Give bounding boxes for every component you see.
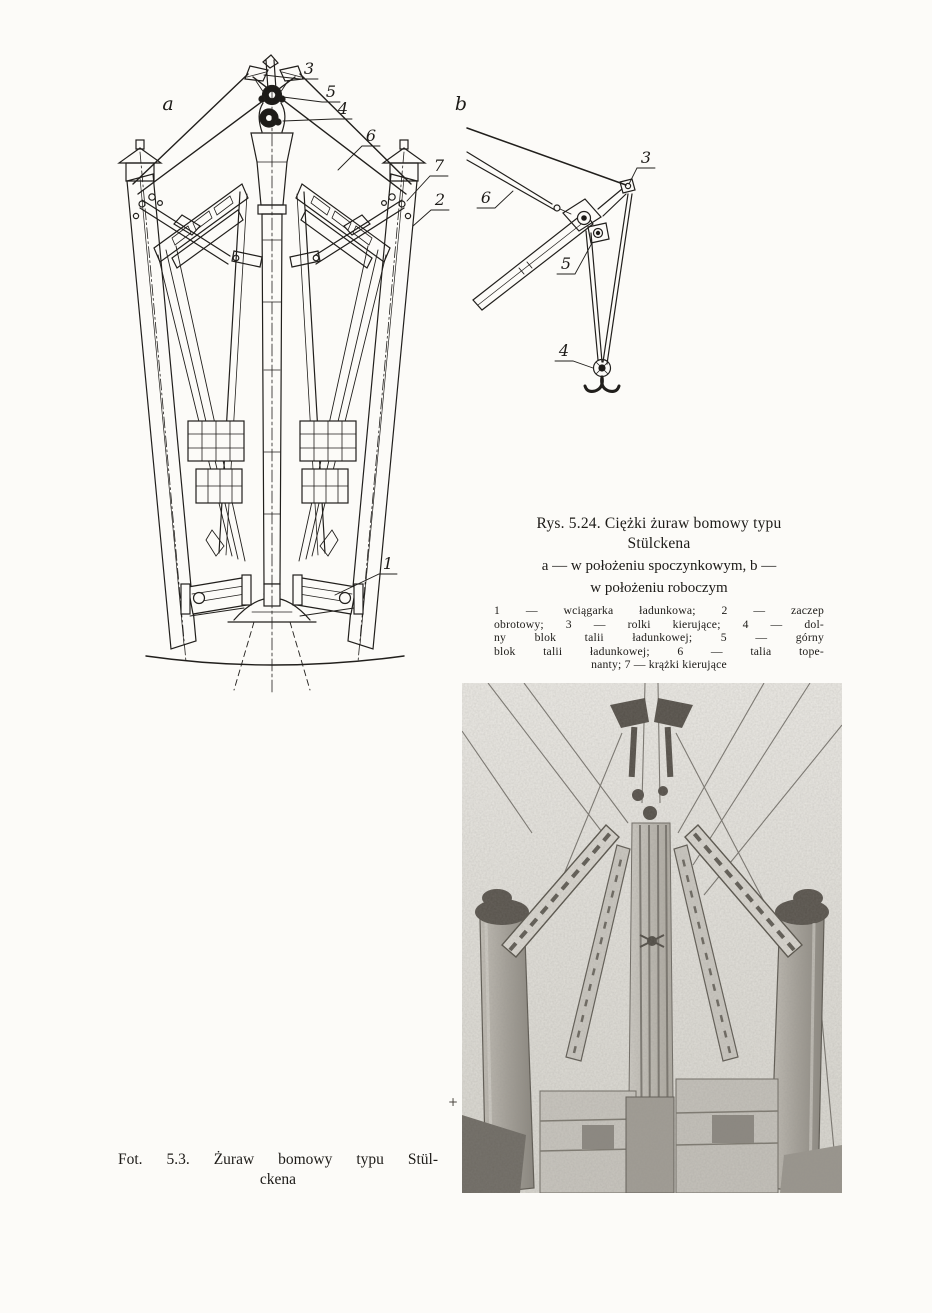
caption-rys-title-line2: Stülckena: [627, 535, 691, 552]
fig-b-boom: [473, 179, 635, 310]
callout-a-5: 5: [325, 82, 337, 101]
caption-rys-title-line1: Rys. 5.24. Ciężki żuraw bomowy typu: [536, 515, 782, 532]
legend-line: 1 — wciągarka ładunkowa; 2 — zaczep: [494, 604, 824, 617]
caption-fot-line1: Fot. 5.3. Żuraw bomowy typu Stül-: [118, 1151, 438, 1168]
callout-b-4: 4: [558, 341, 570, 360]
legend-line: obrotowy; 3 — rolki kierujące; 4 — dol-: [494, 617, 824, 631]
registration-mark: +: [448, 1095, 459, 1109]
callout-a-1: 1: [382, 554, 394, 573]
callout-b-6: 6: [480, 188, 492, 207]
caption-fot-line2: ckena: [259, 1171, 297, 1188]
callout-a-6: 6: [365, 126, 377, 145]
legend-line: nanty; 7 — krążki kierujące: [591, 658, 727, 672]
callout-b-3: 3: [640, 148, 652, 167]
caption-rys-sub-line1: a — w położeniu spoczynkowym, b —: [541, 558, 777, 574]
callout-a-3: 3: [303, 59, 315, 78]
caption-rys-sub-line2: w położeniu roboczym: [590, 580, 728, 596]
caption-rys-5-24: [494, 514, 824, 672]
callout-b-5: 5: [560, 254, 572, 273]
callout-a-4: 4: [337, 99, 349, 118]
fig-a-label: a: [162, 93, 174, 115]
callout-a-2: 2: [434, 190, 446, 209]
legend-line: blok talii ładunkowej; 6 — talia tope-: [494, 644, 824, 658]
caption-fot-5-3: [118, 1150, 438, 1190]
fig-a-callout-leaders: [264, 75, 449, 595]
fig-b-label: b: [454, 93, 468, 115]
photo-image: [462, 683, 842, 1193]
photo-grain-overlay: [462, 683, 842, 1193]
caption-rys-legend: [494, 604, 824, 672]
photo-fot-5-3: [462, 683, 842, 1193]
callout-a-7: 7: [433, 156, 445, 175]
legend-line: ny blok talii ładunkowej; 5 — górny: [494, 631, 824, 645]
